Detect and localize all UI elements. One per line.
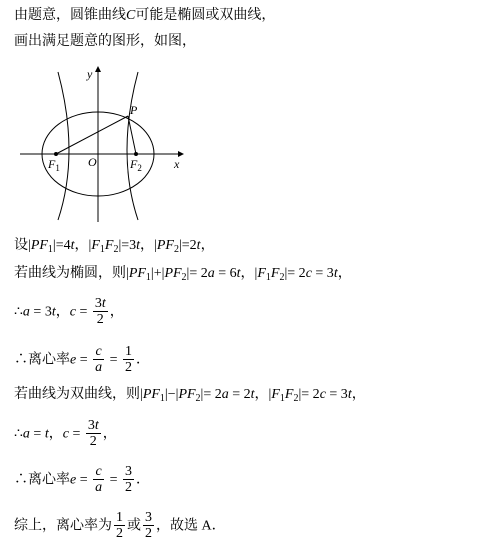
setup-line: 设$|PF_1|=4t$，$|F_1F_2|=3t$，$|PF_2|=2t$， — [14, 237, 215, 255]
conic-figure — [18, 62, 198, 224]
label-f2: $F_2$ — [130, 157, 142, 173]
segment-pf2 — [128, 116, 136, 154]
label-f1: $F_1$ — [48, 157, 60, 173]
ellipse-case-line: 若曲线为椭圆，则$|PF_1|+|PF_2|= 2a = 6t$，$|F_1F_2|= 2c = 3t$， — [14, 265, 352, 283]
intro-line-1: 由题意，圆锥曲线C可能是椭圆或双曲线， — [14, 7, 276, 23]
segment-pf1 — [56, 116, 128, 154]
label-o: O — [88, 155, 97, 169]
conclusion-line: 综上，离心率为 $\frac{1}{2}$ 或 $\frac{3}{2}$ ，故选 A． — [14, 510, 226, 541]
hyperbola-left-branch — [58, 72, 69, 220]
label-p: P — [130, 103, 138, 117]
label-y: y — [87, 67, 93, 81]
y-axis-arrow — [95, 66, 101, 72]
label-x: x — [174, 157, 180, 171]
ellipse-ac-line: ∴a = 3t，c = $\frac{3t}{2}$ ， — [14, 296, 124, 327]
hyperbola-right-branch — [127, 72, 138, 220]
focus-f2-point — [134, 152, 138, 156]
intro-line-2: 画出满足题意的图形，如图， — [14, 33, 196, 49]
hyperbola-e-line: ∴离心率e = $\frac{c}{a}$ = $\frac{3}{2}$ ． — [14, 464, 151, 495]
ellipse-e-line: ∴离心率e = $\frac{c}{a}$ = $\frac{1}{2}$ ． — [14, 344, 151, 375]
hyperbola-ac-line: ∴a = t，c = $\frac{3t}{2}$ ， — [14, 418, 117, 449]
focus-f1-point — [54, 152, 58, 156]
hyperbola-case-line: 若曲线为双曲线，则$|PF_1|-|PF_2|= 2a = 2t$，$|F_1F_2|= 2c = 3t$， — [14, 386, 366, 404]
